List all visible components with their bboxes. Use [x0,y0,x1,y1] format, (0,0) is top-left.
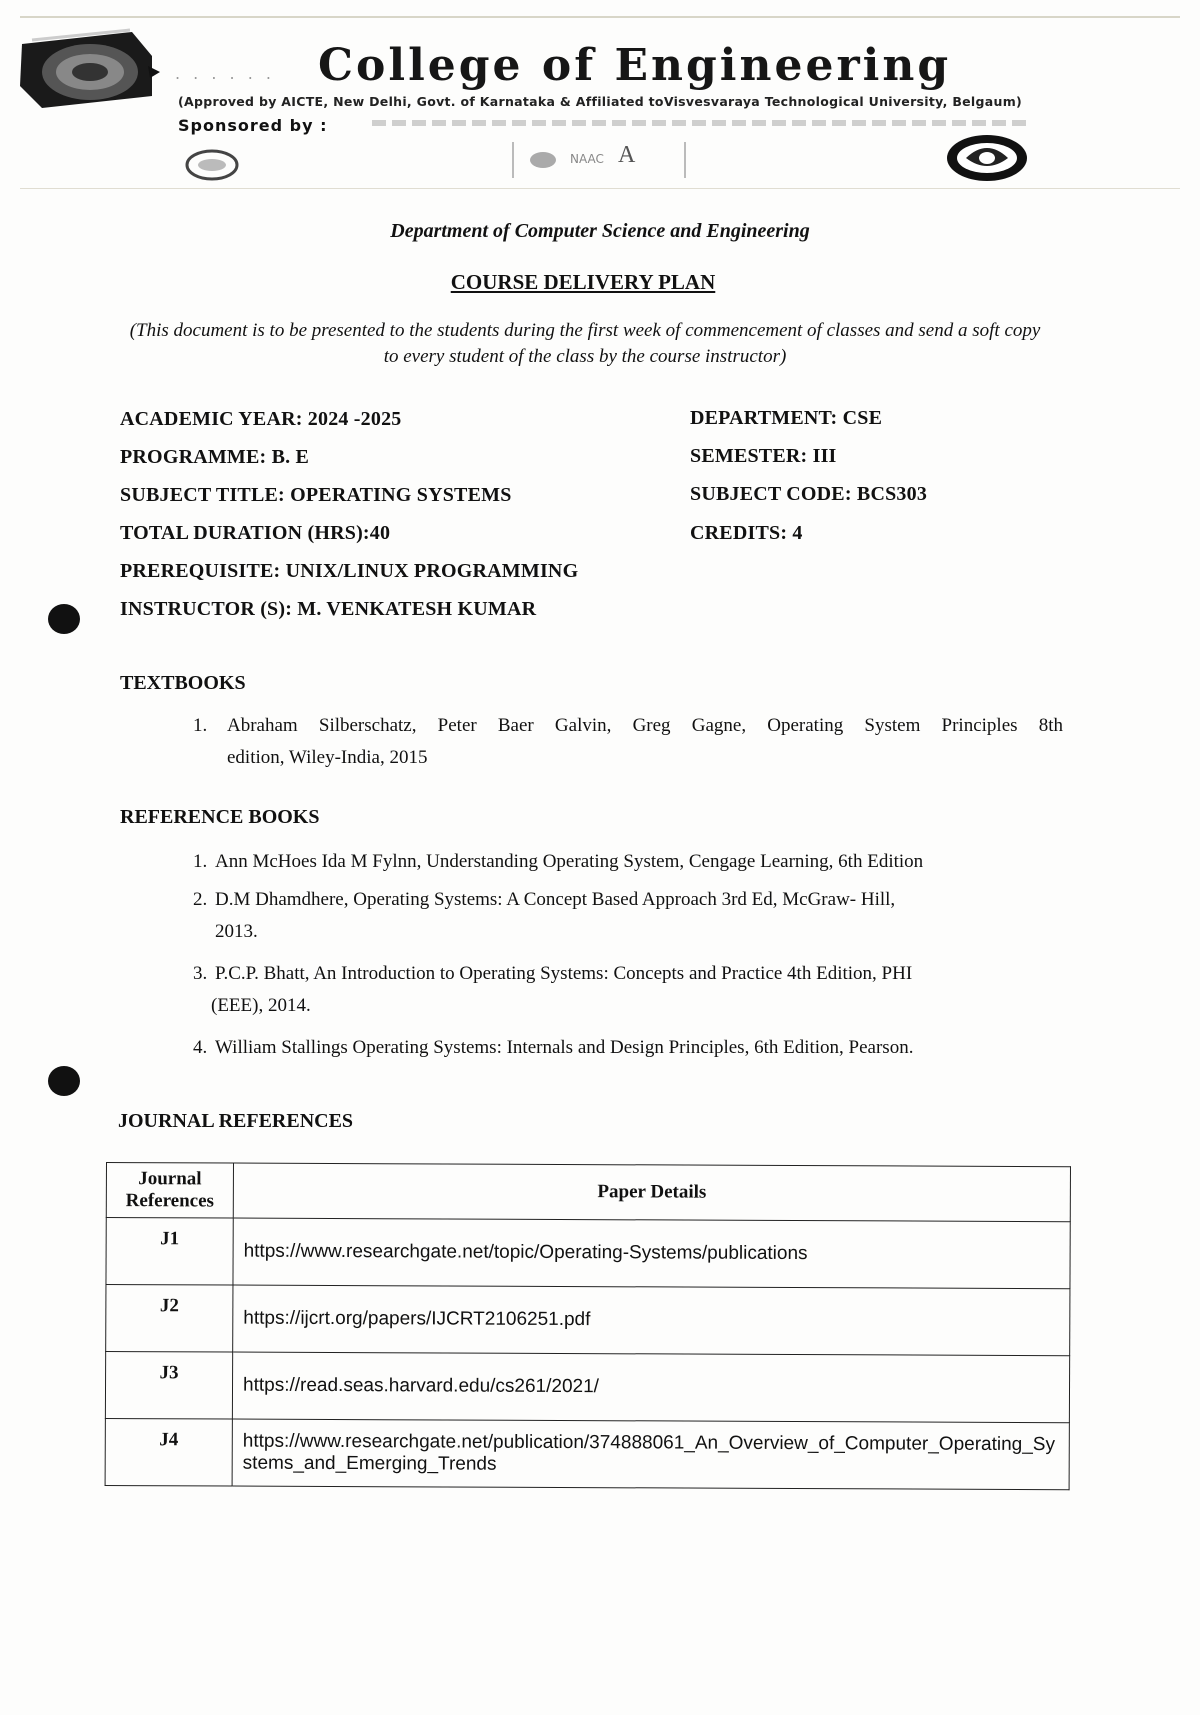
table-row [105,1418,1069,1489]
table-row [105,1352,1069,1423]
item-number: 3. [193,963,208,984]
programme: PROGRAMME: B. E [120,446,310,468]
item-line: D.M Dhamdhere, Operating Systems: A Concept Based Approach 3rd Ed, McGraw- Hill, [215,889,896,910]
college-name: College of Engineering [318,40,952,91]
naac-label: NAAC [570,152,604,166]
college-logo-icon [12,26,162,116]
seal-icon [184,148,240,182]
reference-item [193,846,1033,878]
item-line: 2013. [215,921,258,942]
textbook-item [193,710,1063,774]
emblem-icon [944,132,1030,184]
paper-link[interactable]: https://www.researchgate.net/publication/374888061_An_Overview_of_Computer_Operating_Systems_and_Emerging_Trends [232,1419,1069,1490]
item-line: P.C.P. Bhatt, An Introduction to Operating Systems: Concepts and Practice 4th Edition, PHI [215,963,913,984]
journal-code: J1 [106,1218,233,1286]
semester: SEMESTER: III [690,445,837,467]
header-divider [20,188,1180,189]
approval-line: (Approved by AICTE, New Delhi, Govt. of Karnataka & Affiliated toVisvesvaraya Technological University, Belgaum) [178,94,1023,109]
item-line: Abraham Silberschatz, Peter Baer Galvin, Greg Gagne, Operating System Principles 8th [227,715,1063,736]
total-duration: TOTAL DURATION (HRS):40 [120,522,391,544]
reference-item [193,884,1033,948]
journal-code: J4 [105,1418,232,1486]
instruction-note: (This document is to be presented to the students during the first week of commencement of classes and send a soft copy to every student of the class by the course instructor) [129,320,1041,367]
table-row [106,1285,1070,1356]
reference-books-heading: REFERENCE BOOKS [120,806,320,828]
item-number: 2. [193,889,208,910]
department: DEPARTMENT: CSE [690,407,883,429]
punch-hole-mark [48,1066,80,1096]
subject-code: SUBJECT CODE: BCS303 [690,483,928,505]
item-number: 4. [193,1037,208,1058]
document-title: COURSE DELIVERY PLAN [450,270,716,294]
paper-link[interactable]: https://ijcrt.org/papers/IJCRT2106251.pdf [233,1285,1070,1356]
academic-year: ACADEMIC YEAR: 2024 -2025 [120,408,402,430]
item-number: 1. [193,851,208,872]
textbooks-heading: TEXTBOOKS [120,672,246,694]
item-line: Ann McHoes Ida M Fylnn, Understanding Operating System, Cengage Learning, 6th Edition [215,851,924,872]
paper-details-column-header: Paper Details [233,1163,1070,1222]
table-row [106,1218,1070,1289]
item-line: edition, Wiley-India, 2015 [227,747,428,768]
sponsored-by-label: Sponsored by : [178,116,328,135]
sponsor-name-illegible [372,120,1027,126]
journal-references-heading: JOURNAL REFERENCES [118,1110,354,1132]
paper-link[interactable]: https://read.seas.harvard.edu/cs261/2021/ [232,1352,1069,1423]
paper-link[interactable]: https://www.researchgate.net/topic/Operating-Systems/publications [233,1218,1070,1289]
top-rule [20,16,1180,18]
journal-code: J2 [106,1285,233,1353]
naac-logo-icon [528,150,558,170]
naac-grade: A [618,142,636,168]
table-header-row [106,1163,1070,1222]
journal-references-column-header: Journal References [106,1163,233,1219]
prerequisite: PREREQUISITE: UNIX/LINUX PROGRAMMING [120,560,579,582]
item-line: (EEE), 2014. [211,995,311,1016]
journal-references-table [105,1162,1071,1490]
journal-code: J3 [105,1352,232,1420]
reference-item [193,1032,1053,1064]
decorative-dots: . . . . . . [175,64,275,83]
naac-badge [512,142,686,178]
item-line: William Stallings Operating Systems: Internals and Design Principles, 6th Edition, Pearson. [215,1037,914,1058]
subject-title: SUBJECT TITLE: OPERATING SYSTEMS [120,484,512,506]
instructor: INSTRUCTOR (S): M. VENKATESH KUMAR [120,598,537,620]
credits: CREDITS: 4 [690,522,803,544]
reference-item [193,958,1033,1022]
item-number: 1. [193,715,208,736]
department-title: Department of Computer Science and Engineering [390,220,810,242]
punch-hole-mark [48,604,80,634]
